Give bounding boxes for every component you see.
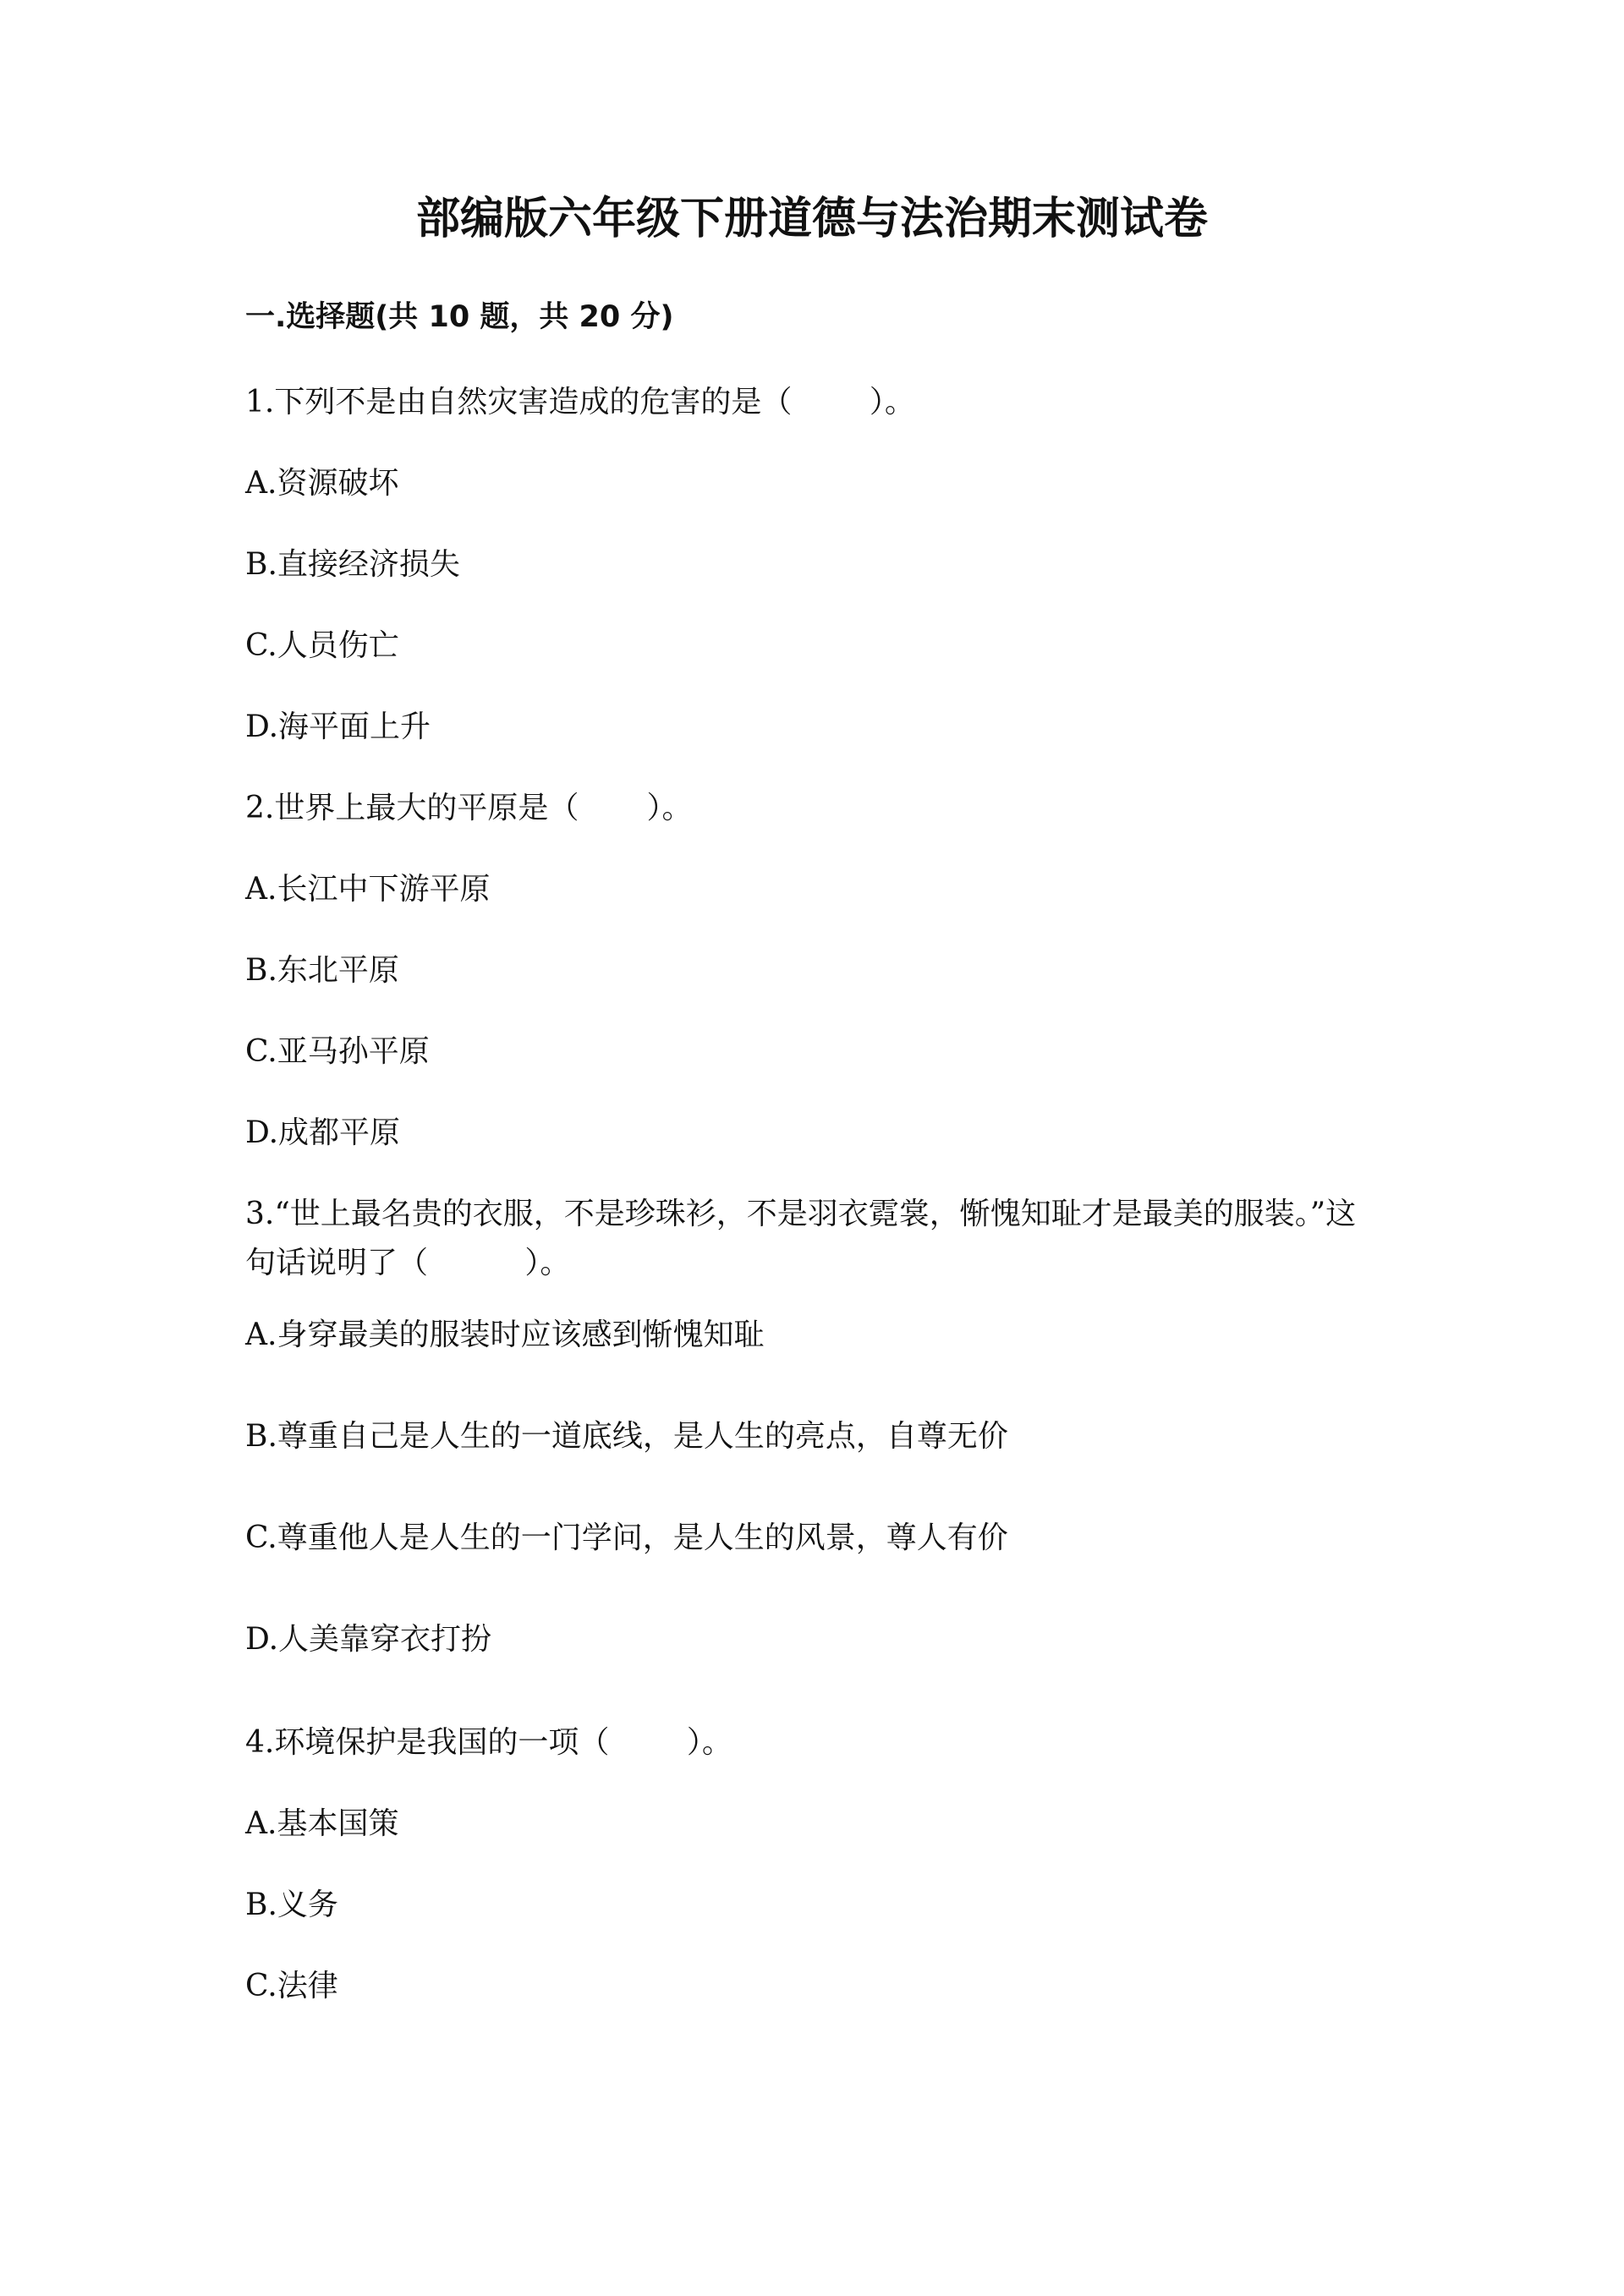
option-item: C.人员伤亡 <box>245 628 399 663</box>
option-item: D.成都平原 <box>245 1115 401 1150</box>
option-item: C.尊重他人是人生的一门学问，是人生的风景，尊人有价 <box>245 1521 1008 1555</box>
question-stem: 1.下列不是由自然灾害造成的危害的是（ ）。 <box>245 385 915 419</box>
option-item: B.义务 <box>245 1888 338 1922</box>
option-item: B.东北平原 <box>245 953 399 988</box>
question-stem: 2.世界上最大的平原是（ ）。 <box>245 791 693 825</box>
option-item: D.海平面上升 <box>245 710 431 744</box>
option-item: D.人美靠穿衣打扮 <box>245 1622 492 1657</box>
option-item: A.身穿最美的服装时应该感到惭愧知耻 <box>245 1318 765 1352</box>
option-item: B.尊重自己是人生的一道底线，是人生的亮点，自尊无价 <box>245 1419 1008 1454</box>
option-item: A.资源破坏 <box>245 466 399 501</box>
option-item: C.法律 <box>245 1969 338 2003</box>
option-item: B.直接经济损失 <box>245 547 460 582</box>
section-heading: 一.选择题(共 10 题，共 20 分) <box>245 300 674 334</box>
option-item: A.长江中下游平原 <box>245 872 491 907</box>
question-stem: 3.“世上最名贵的衣服，不是珍珠衫，不是羽衣霓裳，惭愧知耻才是最美的服装。”这句话说明了（ ）。 <box>245 1197 1357 1280</box>
page-title: 部编版六年级下册道德与法治期末测试卷 <box>415 194 1208 244</box>
option-item: C.亚马孙平原 <box>245 1034 430 1069</box>
option-item: A.基本国策 <box>245 1806 399 1841</box>
question-stem: 4.环境保护是我国的一项（ ）。 <box>245 1725 732 1760</box>
